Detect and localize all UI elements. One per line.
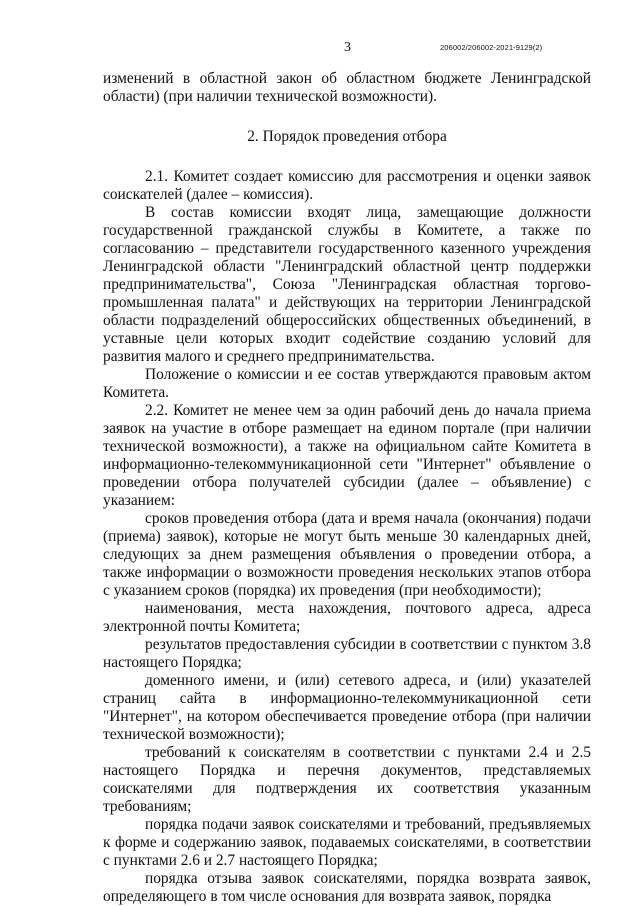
list-item-deadlines: сроков проведения отбора (дата и время начала (окончания) подачи (приема) заявок), которые не могут быть меньше 30 календарных дней, следующих за днем размещения объявления о проведении отбора, а также информации о возможности проведения нескольких этапов отбора с указанием сроков (порядка) их проведения (при необходимости); [103,510,591,599]
intro-paragraph: изменений в областной закон об областном бюджете Ленинградской области) (при наличии технической возможности). [103,70,591,105]
list-item-withdrawal-order: порядка отзыва заявок соискателями, порядка возврата заявок, определяющего в том числе основания для возврата заявок, порядка [103,870,591,905]
paragraph-commission-regulation: Положение о комиссии и ее состав утверждаются правовым актом Комитета. [103,366,591,401]
list-item-address: наименования, места нахождения, почтового адреса, адреса электронной почты Комитета; [103,600,591,635]
page-number: 3 [344,40,351,55]
list-item-requirements: требований к соискателям в соответствии с пунктами 2.4 и 2.5 настоящего Порядка и перечня документов, представляемых соискателями для подтверждения их соответствия указанным требованиям; [103,744,591,815]
paragraph-commission-members: В состав комиссии входят лица, замещающие должности государственной гражданской службы в Комитете, а также по согласованию – представители государственного казенного учреждения Ленинградской области "Ленинградский областной центр поддержки предпринимательства", Союза "Ленинградская областная торгово-промышленная палата" и действующих на территории Ленинградской области подразделений общероссийских общественных объединений, в уставные цели которых входит содействие созданию условий для развития малого и среднего предпринимательства. [103,204,591,365]
paragraph-2-2: 2.2. Комитет не менее чем за один рабочий день до начала приема заявок на участие в отборе размещает на едином портале (при наличии технической возможности), а также на официальном сайте Комитета в информационно-телекоммуникационной сети "Интернет" объявление о проведении отбора получателей субсидии (далее – объявление) с указанием: [103,402,591,509]
list-item-domain: доменного имени, и (или) сетевого адреса, и (или) указателей страниц сайта в информационно-телекоммуникационной сети "Интернет", на котором обеспечивается проведение отбора (при наличии технической возможности); [103,672,591,743]
document-body [103,70,591,906]
section-title: 2. Порядок проведения отбора [247,128,447,145]
list-item-results: результатов предоставления субсидии в соответствии с пунктом 3.8 настоящего Порядка; [103,636,591,671]
document-id: 206002/206002-2021-9129(2) [440,43,543,52]
paragraph-2-1: 2.1. Комитет создает комиссию для рассмотрения и оценки заявок соискателей (далее – комиссия). [103,168,591,203]
list-item-submission-order: порядка подачи заявок соискателями и требований, предъявляемых к форме и содержанию заявок, подаваемых соискателями, в соответствии с пунктами 2.6 и 2.7 настоящего Порядка; [103,816,591,869]
